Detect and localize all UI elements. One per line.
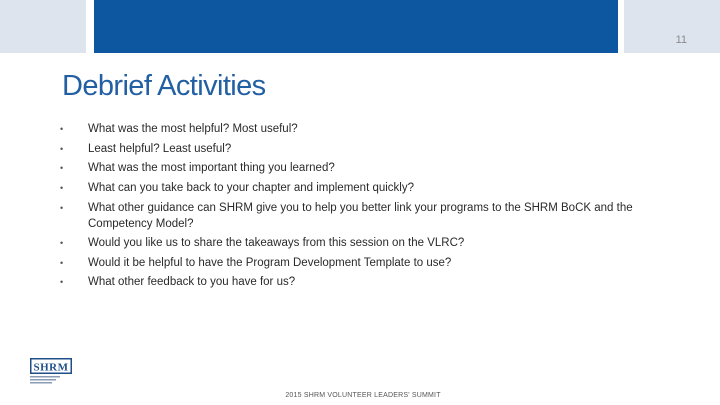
- bullet-icon: •: [60, 203, 64, 213]
- footer: [0, 392, 720, 399]
- bullet-text: Would you like us to share the takeaways from this session on the VLRC?: [88, 237, 465, 249]
- list-item: [58, 273, 658, 293]
- list-item: [58, 198, 658, 234]
- list-item: [58, 159, 658, 179]
- list-item: [58, 120, 658, 140]
- list-item: [58, 234, 658, 254]
- bullet-text: Least helpful? Least useful?: [88, 142, 232, 155]
- bullet-icon: •: [60, 124, 64, 134]
- header-band-left: [0, 0, 86, 53]
- list-item: [58, 254, 658, 274]
- slide-title: Debrief Activities: [62, 70, 266, 102]
- list-item: [58, 140, 658, 160]
- list-item: [58, 179, 658, 199]
- bullet-icon: •: [60, 238, 64, 248]
- page-number: 11: [675, 34, 687, 46]
- header-band-main: [94, 0, 618, 53]
- bullet-text: What can you take back to your chapter and implement quickly?: [88, 181, 415, 194]
- bullet-text: What was the most helpful? Most useful?: [88, 123, 298, 135]
- bullet-list: [58, 120, 658, 293]
- bullet-text: What other guidance can SHRM give you to help you better link your programs to the SHRM BoCK and the Competency Model?: [88, 202, 633, 230]
- shrm-logo: [30, 358, 72, 384]
- bullet-icon: •: [60, 182, 64, 193]
- bullet-icon: •: [60, 257, 64, 268]
- footer-text: 2015 SHRM VOLUNTEER LEADERS' SUMMIT: [285, 392, 441, 399]
- bullet-text: What other feedback to you have for us?: [88, 276, 296, 288]
- bullet-text: Would it be helpful to have the Program Development Template to use?: [88, 256, 452, 269]
- header-band-right: [624, 0, 720, 53]
- bullet-icon: •: [60, 277, 64, 287]
- bullet-icon: •: [60, 163, 64, 173]
- bullet-text: What was the most important thing you learned?: [88, 162, 335, 174]
- svg-text:SHRM: SHRM: [33, 361, 69, 374]
- bullet-icon: •: [60, 143, 64, 154]
